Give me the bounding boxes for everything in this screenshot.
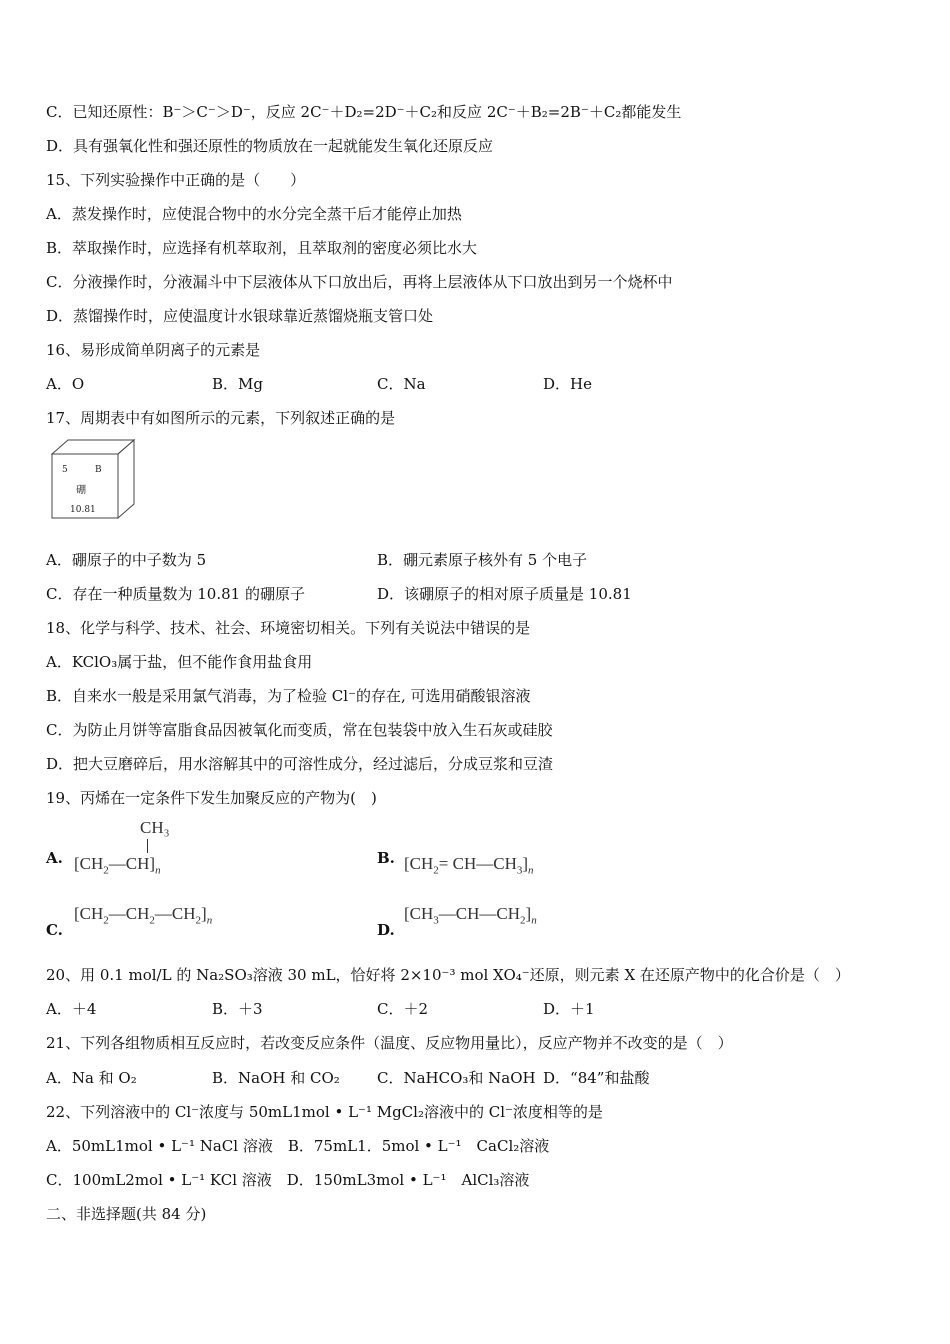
- q20-option-d: D．＋1: [543, 1000, 595, 1018]
- q16-option-a: A．O: [46, 375, 85, 393]
- q19-option-b-label: B.: [377, 849, 395, 867]
- q22-options-cd: C．100mL2mol • L⁻¹ KCl 溶液 D．150mL3mol • L⁻¹ AlCl₃溶液: [46, 1171, 530, 1189]
- q17-stem: 17、周期表中有如图所示的元素，下列叙述正确的是: [46, 409, 396, 427]
- q17-option-b: B．硼元素原子核外有 5 个电子: [377, 551, 588, 569]
- q21-option-a: A．Na 和 O₂: [46, 1069, 137, 1087]
- q22-stem: 22、下列溶液中的 Cl⁻浓度与 50mL1mol • L⁻¹ MgCl₂溶液中的 Cl⁻浓度相等的是: [46, 1103, 603, 1121]
- q19-option-a-formula: $[CH_2—CH]_n$: [74, 854, 161, 877]
- q18-option-a: A．KClO₃属于盐，但不能作食用盐食用: [46, 653, 313, 671]
- q20-option-c: C．＋2: [377, 1000, 429, 1018]
- element-symbol: B: [95, 465, 102, 475]
- q15-option-d: D．蒸馏操作时，应使温度计水银球靠近蒸馏烧瓶支管口处: [46, 307, 434, 325]
- q18-option-b: B．自来水一般是采用氯气消毒，为了检验 Cl⁻的存在, 可选用硝酸银溶液: [46, 687, 531, 705]
- q14-option-c: C．已知还原性：B⁻＞C⁻＞D⁻，反应 2C⁻＋D₂=2D⁻＋C₂和反应 2C⁻＋B₂=2B⁻＋C₂都能发生: [46, 103, 682, 121]
- element-atomic-number: 5: [62, 465, 68, 475]
- element-card-boron: [48, 438, 138, 524]
- q19-a-methyl: [140, 818, 170, 838]
- q19-a-bond: [147, 839, 148, 853]
- q19-option-c-formula: $[CH_2—CH_2—CH_2]_n$: [74, 904, 213, 927]
- q19-option-d-label: D.: [377, 921, 395, 939]
- q19-stem: 19、丙烯在一定条件下发生加聚反应的产物为( ): [46, 789, 377, 807]
- q16-option-d: D．He: [543, 375, 592, 393]
- q20-stem: 20、用 0.1 mol/L 的 Na₂SO₃溶液 30 mL，恰好将 2×10⁻³ mol XO₄⁻还原，则元素 X 在还原产物中的化合价是（ ）: [46, 966, 850, 984]
- q14-option-d: D．具有强氧化性和强还原性的物质放在一起就能发生氧化还原反应: [46, 137, 494, 155]
- q17-option-d: D．该硼原子的相对原子质量是 10.81: [377, 585, 632, 603]
- q19-option-c-label: C.: [46, 921, 63, 939]
- q19-a-ch3: CH₃: [140, 818, 170, 837]
- q19-option-a-label: A.: [46, 849, 63, 867]
- q20-option-a: A．＋4: [46, 1000, 97, 1018]
- q22-options-ab: A．50mL1mol • L⁻¹ NaCl 溶液 B．75mL1．5mol • L⁻¹ CaCl₂溶液: [46, 1137, 550, 1155]
- q21-stem: 21、下列各组物质相互反应时，若改变反应条件（温度、反应物用量比），反应产物并不改变的是（ ）: [46, 1034, 733, 1052]
- q15-option-a: A．蒸发操作时，应使混合物中的水分完全蒸干后才能停止加热: [46, 205, 462, 223]
- section-2-heading: 二、非选择题(共 84 分): [46, 1205, 207, 1223]
- q15-option-c: C．分液操作时，分液漏斗中下层液体从下口放出后，再将上层液体从下口放出到另一个烧杯中: [46, 273, 673, 291]
- element-name: 硼: [76, 485, 86, 496]
- q21-option-b: B．NaOH 和 CO₂: [212, 1069, 340, 1087]
- q18-option-d: D．把大豆磨碎后，用水溶解其中的可溶性成分，经过滤后，分成豆浆和豆渣: [46, 755, 554, 773]
- q17-option-a: A．硼原子的中子数为 5: [46, 551, 207, 569]
- q15-option-b: B．萃取操作时，应选择有机萃取剂，且萃取剂的密度必须比水大: [46, 239, 478, 257]
- q21-option-c: C．NaHCO₃和 NaOH: [377, 1069, 536, 1087]
- q19-option-b-formula: [$CH_2=$ $CH—CH_3]_n$: [404, 854, 534, 877]
- q16-option-c: C．Na: [377, 375, 426, 393]
- q16-option-b: B．Mg: [212, 375, 263, 393]
- q21-option-d: D．“84”和盐酸: [543, 1069, 650, 1087]
- q16-stem: 16、易形成简单阴离子的元素是: [46, 341, 261, 359]
- q20-option-b: B．＋3: [212, 1000, 263, 1018]
- q17-option-c: C．存在一种质量数为 10.81 的硼原子: [46, 585, 305, 603]
- q15-stem: 15、下列实验操作中正确的是（ ）: [46, 171, 306, 189]
- q18-option-c: C．为防止月饼等富脂食品因被氧化而变质，常在包装袋中放入生石灰或硅胶: [46, 721, 553, 739]
- q18-stem: 18、化学与科学、技术、社会、环境密切相关。下列有关说法中错误的是: [46, 619, 531, 637]
- element-mass: 10.81: [70, 505, 96, 515]
- q19-option-d-formula: $[CH_3—CH—CH_2]_n$: [404, 904, 537, 927]
